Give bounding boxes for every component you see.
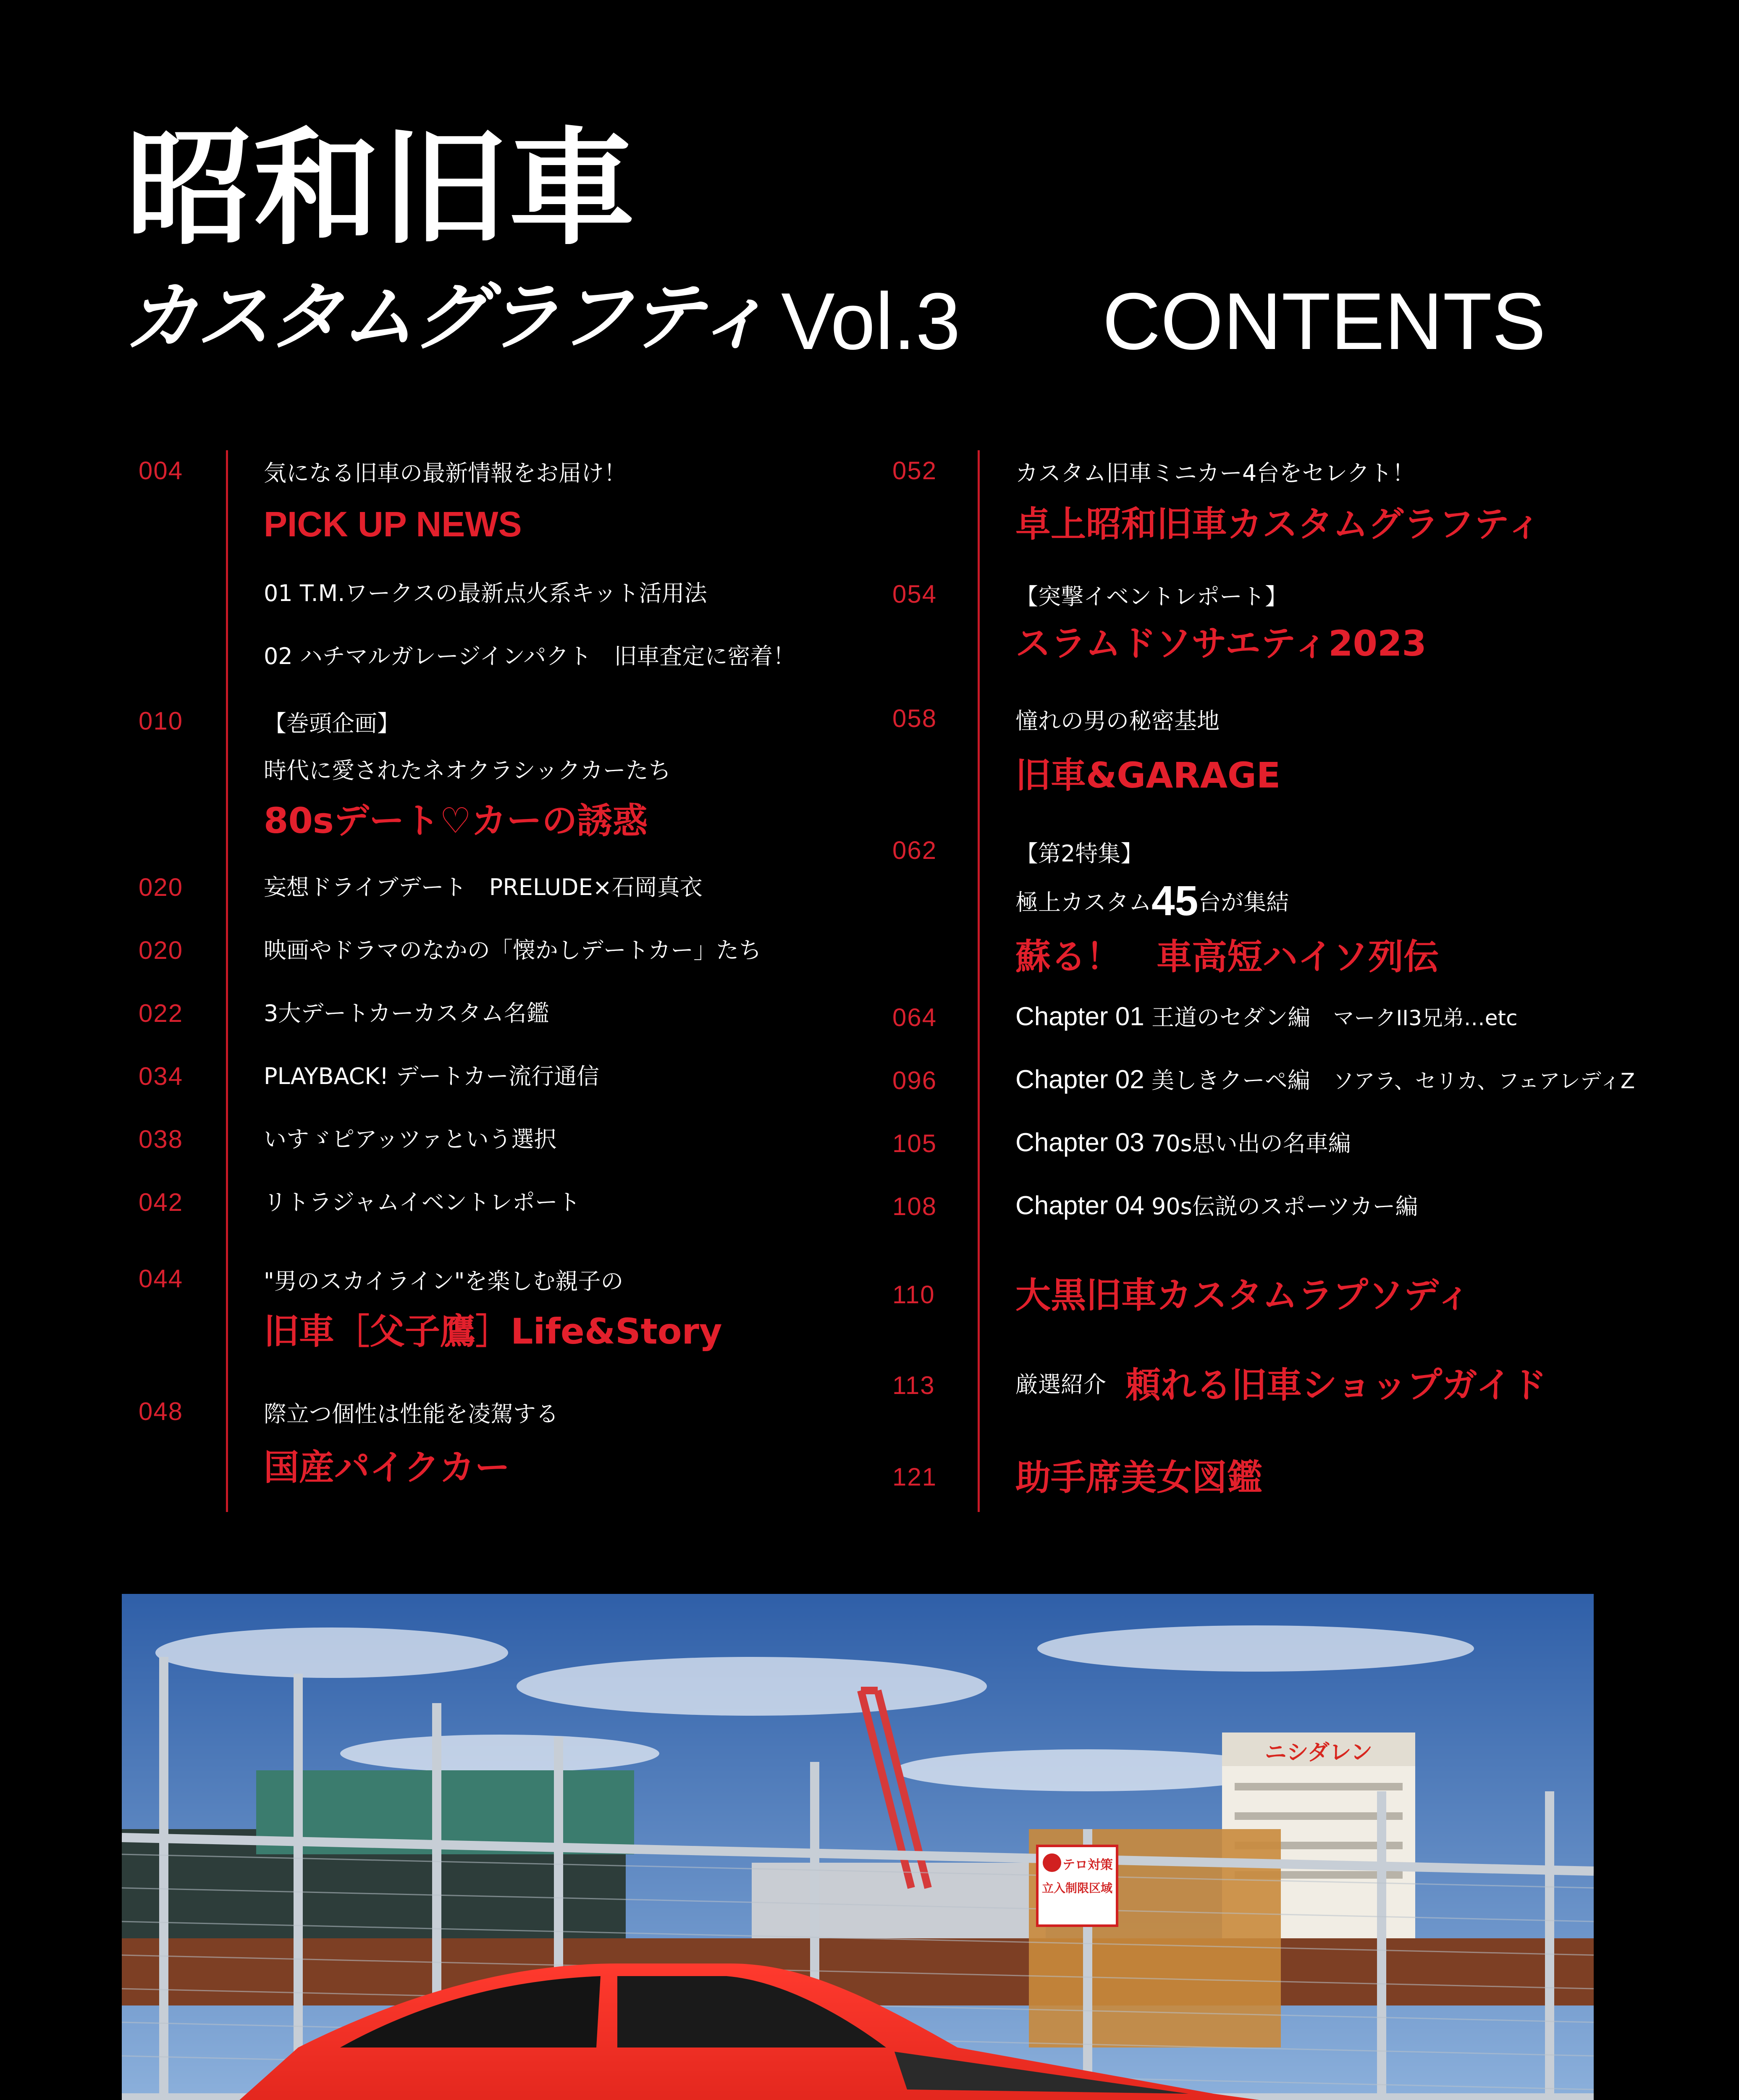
entry-lead: 憧れの男の秘密基地 [1015,708,1220,734]
entry-text: PLAYBACK! デートカー流行通信 [264,1063,599,1089]
car-photo-illustration [122,1594,1594,2100]
masthead [0,0,1739,378]
entry-lead: 時代に愛されたネオクラシックカーたち [264,757,671,784]
page-number: 096 [892,1066,937,1095]
page-number: 121 [892,1463,937,1491]
entry-title: PICK UP NEWS [264,504,522,544]
entry-lead: 際立つ個性は性能を凌駕する [264,1401,559,1427]
entry-lead: 気になる旧車の最新情報をお届け！ [264,460,627,486]
entry-lead: カスタム旧車ミニカー4台をセレクト！ [1015,460,1415,486]
magazine-subtitle: カスタムグラフティ [124,273,768,360]
entry-text: 3大デートカーカスタム名鑑 [264,1000,549,1026]
toc-subentry[interactable]: 02 ハチマルガレージインパクト 旧車査定に密着！ [264,643,796,669]
entry-title: 卓上昭和旧車カスタムグラフティ [1015,504,1542,545]
page-number: 054 [892,580,937,608]
page-number: 064 [892,1003,937,1032]
entry-title: 頼れる旧車ショップガイド [1125,1365,1547,1406]
page-number: 044 [139,1265,184,1293]
entry-title: 80sデート♡カーの誘惑 [264,800,648,841]
page-number: 113 [892,1371,935,1399]
page-number: 058 [892,704,937,732]
right-column-rule [978,450,980,1512]
entry-lead: 厳選紹介 [1015,1371,1106,1398]
page-number: 034 [139,1062,184,1090]
page-number: 110 [892,1281,935,1309]
entry-text: いすゞピアッツァという選択 [264,1126,557,1152]
entry-text: リトラジャムイベントレポート [264,1189,580,1215]
entry-title: スラムドソサエティ2023 [1015,623,1427,664]
cover-photo [122,1594,1594,2100]
entry-text: 妄想ドライブデート PRELUDE×石岡真衣 [264,874,703,900]
entry-title: 国産パイクカー [264,1447,510,1488]
contents-heading: CONTENTS [1102,276,1546,366]
warning-sign-line1: テロ対策 [1062,1858,1113,1872]
entry-lead: 【突撃イベントレポート】 [1015,583,1288,610]
entry-title: 蘇る！ 車高短ハイソ列伝 [1015,936,1439,977]
chapter-line: Chapter 02 美しきクーペ編 ソアラ、セリカ、フェアレディZ [1015,1065,1635,1094]
chapter-line: Chapter 03 70s思い出の名車編 [1015,1128,1351,1157]
entry-tag: 【第2特集】 [1015,840,1144,867]
entry-title: 助手席美女図鑑 [1015,1457,1263,1498]
page-number: 048 [139,1397,184,1425]
entry-title: 旧車&GARAGE [1015,755,1281,796]
volume-label: Vol.3 [781,276,961,366]
page-number: 105 [892,1129,937,1158]
entry-tag: 【巻頭企画】 [264,710,400,737]
entry-title: 旧車［父子鷹］Life&Story [264,1311,722,1352]
page-number: 038 [139,1125,184,1153]
page-number: 052 [892,457,937,485]
magazine-title: 昭和旧車 [126,116,637,262]
building-sign: ニシダレン [1264,1740,1373,1765]
entry-title: 大黒旧車カスタムラプソディ [1015,1275,1471,1316]
page-number: 004 [139,457,184,485]
page-number: 020 [139,936,184,964]
page-number: 022 [139,999,184,1027]
toc-subentry[interactable]: 01 T.M.ワークスの最新点火系キット活用法 [264,580,707,606]
left-column-rule [226,450,228,1512]
warning-sign-line2: 立入制限区域 [1041,1881,1113,1895]
entry-lead: 極上カスタム45台が集結 [1015,877,1289,924]
entry-lead: "男のスカイライン"を楽しむ親子の [264,1268,624,1294]
entry-text: 映画やドラマのなかの「懐かしデートカー」たち [264,937,762,963]
page-number: 010 [139,707,184,735]
page-number: 108 [892,1192,937,1221]
page-number: 020 [139,873,184,901]
chapter-line: Chapter 04 90s伝説のスポーツカー編 [1015,1191,1418,1220]
page-number: 062 [892,836,937,864]
page-number: 042 [139,1188,184,1216]
warning-sign [1037,1846,1117,1926]
chapter-line: Chapter 01 王道のセダン編 マークII3兄弟…etc [1015,1002,1518,1031]
